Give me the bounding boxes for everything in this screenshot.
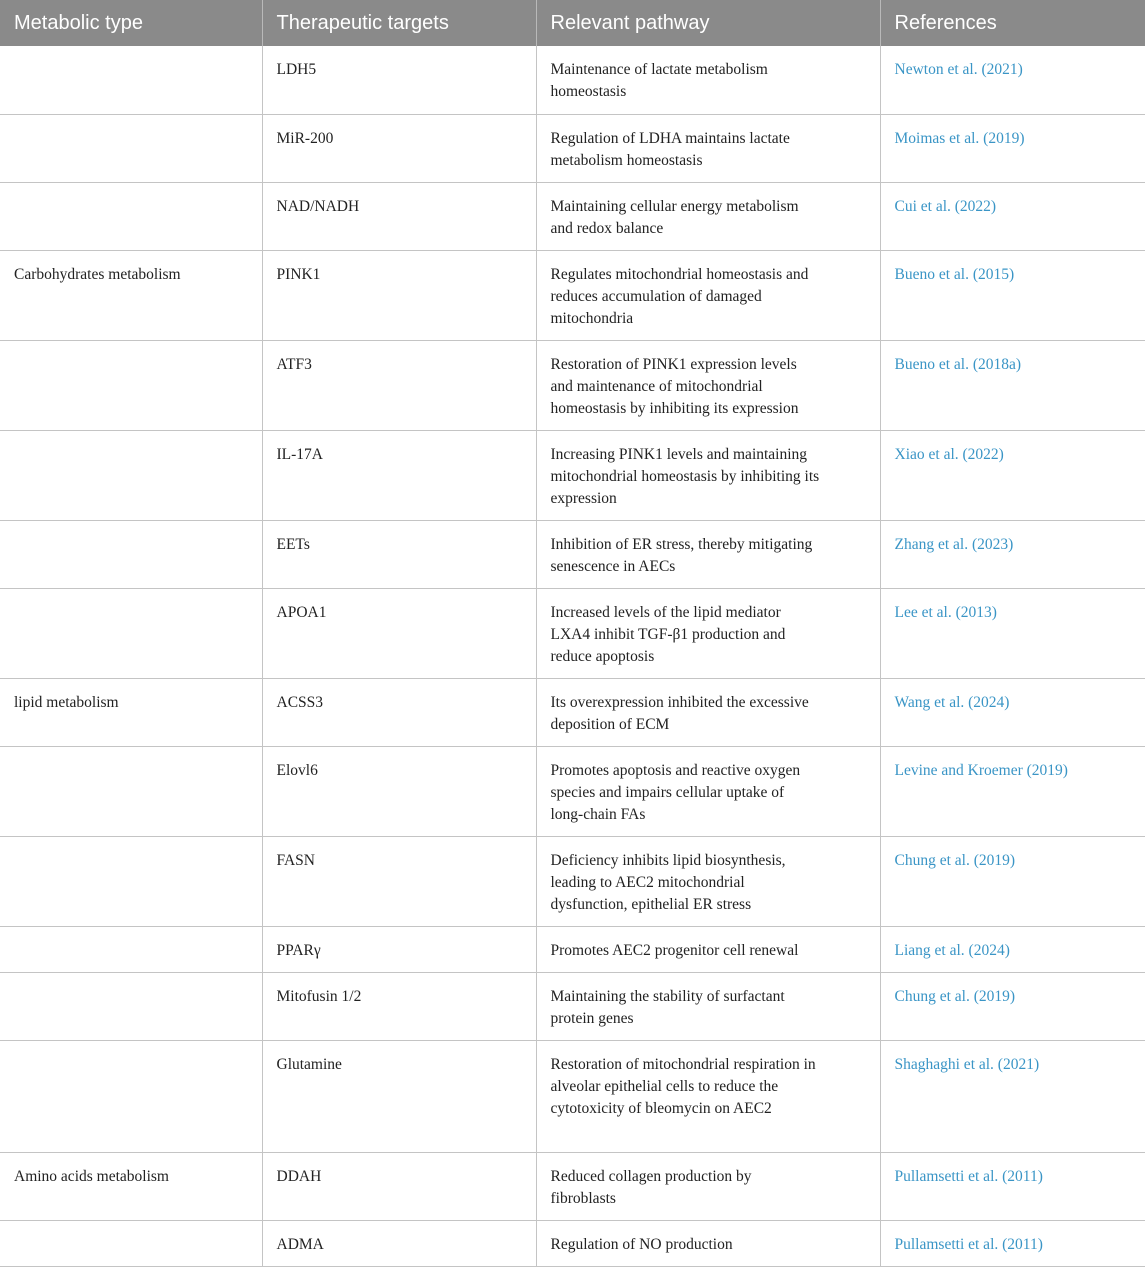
table-row bbox=[0, 926, 1145, 972]
metabolic-type-cell bbox=[0, 430, 262, 520]
reference-link[interactable]: Xiao et al. (2022) bbox=[880, 430, 1145, 520]
table-row bbox=[0, 836, 1145, 926]
metabolic-type-cell: Amino acids metabolism bbox=[0, 1152, 262, 1220]
reference-link[interactable]: Moimas et al. (2019) bbox=[880, 114, 1145, 182]
table-row bbox=[0, 1040, 1145, 1152]
target-cell: DDAH bbox=[262, 1152, 536, 1220]
pathway-cell: Increased levels of the lipid mediator LXA4 inhibit TGF-β1 production and reduce apoptosis bbox=[536, 588, 880, 678]
pathway-cell: Restoration of PINK1 expression levels and maintenance of mitochondrial homeostasis by inhibiting its expression bbox=[536, 340, 880, 430]
reference-link[interactable]: Cui et al. (2022) bbox=[880, 182, 1145, 250]
metabolic-type-cell bbox=[0, 340, 262, 430]
target-cell: Mitofusin 1/2 bbox=[262, 972, 536, 1040]
pathway-cell: Regulation of NO production bbox=[536, 1220, 880, 1266]
pathway-cell: Promotes apoptosis and reactive oxygen species and impairs cellular uptake of long-chain FAs bbox=[536, 746, 880, 836]
table-header bbox=[0, 0, 1145, 46]
metabolic-type-cell: Carbohydrates metabolism bbox=[0, 250, 262, 340]
pathway-cell: Maintaining cellular energy metabolism and redox balance bbox=[536, 182, 880, 250]
table-row bbox=[0, 182, 1145, 250]
target-cell: ADMA bbox=[262, 1220, 536, 1266]
pathway-cell: Reduced collagen production by fibroblasts bbox=[536, 1152, 880, 1220]
target-cell: ATF3 bbox=[262, 340, 536, 430]
target-cell: APOA1 bbox=[262, 588, 536, 678]
pathway-cell: Restoration of mitochondrial respiration in alveolar epithelial cells to reduce the cytotoxicity of bleomycin on AEC2 bbox=[536, 1040, 880, 1152]
reference-link[interactable]: Pullamsetti et al. (2011) bbox=[880, 1152, 1145, 1220]
metabolic-type-cell bbox=[0, 746, 262, 836]
table-row bbox=[0, 520, 1145, 588]
reference-link[interactable]: Bueno et al. (2018a) bbox=[880, 340, 1145, 430]
table-row bbox=[0, 678, 1145, 746]
reference-link[interactable]: Lee et al. (2013) bbox=[880, 588, 1145, 678]
metabolic-type-cell bbox=[0, 182, 262, 250]
target-cell: Glutamine bbox=[262, 1040, 536, 1152]
reference-link[interactable]: Newton et al. (2021) bbox=[880, 46, 1145, 114]
table-row bbox=[0, 588, 1145, 678]
header-relevant-pathway: Relevant pathway bbox=[536, 0, 880, 46]
reference-link[interactable]: Bueno et al. (2015) bbox=[880, 250, 1145, 340]
table-row bbox=[0, 114, 1145, 182]
target-cell: EETs bbox=[262, 520, 536, 588]
table-row bbox=[0, 1152, 1145, 1220]
target-cell: ACSS3 bbox=[262, 678, 536, 746]
target-cell: FASN bbox=[262, 836, 536, 926]
target-cell: MiR-200 bbox=[262, 114, 536, 182]
metabolic-type-cell bbox=[0, 520, 262, 588]
target-cell: IL-17A bbox=[262, 430, 536, 520]
pathway-cell: Maintenance of lactate metabolism homeostasis bbox=[536, 46, 880, 114]
pathway-cell: Increasing PINK1 levels and maintaining mitochondrial homeostasis by inhibiting its expression bbox=[536, 430, 880, 520]
table-row bbox=[0, 250, 1145, 340]
reference-link[interactable]: Zhang et al. (2023) bbox=[880, 520, 1145, 588]
table-body bbox=[0, 46, 1145, 1266]
target-cell: PINK1 bbox=[262, 250, 536, 340]
target-cell: NAD/NADH bbox=[262, 182, 536, 250]
target-cell: LDH5 bbox=[262, 46, 536, 114]
target-cell: Elovl6 bbox=[262, 746, 536, 836]
pathway-cell: Its overexpression inhibited the excessive deposition of ECM bbox=[536, 678, 880, 746]
pathway-cell: Regulates mitochondrial homeostasis and reduces accumulation of damaged mitochondria bbox=[536, 250, 880, 340]
reference-link[interactable]: Liang et al. (2024) bbox=[880, 926, 1145, 972]
pathway-cell: Maintaining the stability of surfactant protein genes bbox=[536, 972, 880, 1040]
metabolic-type-cell bbox=[0, 46, 262, 114]
metabolic-type-cell bbox=[0, 588, 262, 678]
table-row bbox=[0, 430, 1145, 520]
table-row bbox=[0, 340, 1145, 430]
metabolic-type-cell bbox=[0, 114, 262, 182]
pathway-cell: Promotes AEC2 progenitor cell renewal bbox=[536, 926, 880, 972]
table-row bbox=[0, 746, 1145, 836]
reference-link[interactable]: Chung et al. (2019) bbox=[880, 836, 1145, 926]
metabolic-type-cell bbox=[0, 1040, 262, 1152]
header-metabolic-type: Metabolic type bbox=[0, 0, 262, 46]
header-therapeutic-targets: Therapeutic targets bbox=[262, 0, 536, 46]
reference-link[interactable]: Chung et al. (2019) bbox=[880, 972, 1145, 1040]
metabolic-type-cell bbox=[0, 836, 262, 926]
table-row bbox=[0, 46, 1145, 114]
reference-link[interactable]: Levine and Kroemer (2019) bbox=[880, 746, 1145, 836]
reference-link[interactable]: Shaghaghi et al. (2021) bbox=[880, 1040, 1145, 1152]
target-cell: PPARγ bbox=[262, 926, 536, 972]
metabolic-type-cell: lipid metabolism bbox=[0, 678, 262, 746]
reference-link[interactable]: Wang et al. (2024) bbox=[880, 678, 1145, 746]
reference-link[interactable]: Pullamsetti et al. (2011) bbox=[880, 1220, 1145, 1266]
metabolic-type-cell bbox=[0, 1220, 262, 1266]
metabolic-type-cell bbox=[0, 972, 262, 1040]
header-row bbox=[0, 0, 1145, 46]
metabolic-type-cell bbox=[0, 926, 262, 972]
header-references: References bbox=[880, 0, 1145, 46]
pathway-cell: Regulation of LDHA maintains lactate metabolism homeostasis bbox=[536, 114, 880, 182]
pathway-cell: Inhibition of ER stress, thereby mitigating senescence in AECs bbox=[536, 520, 880, 588]
table-row bbox=[0, 1220, 1145, 1266]
pathway-cell: Deficiency inhibits lipid biosynthesis, leading to AEC2 mitochondrial dysfunction, epithelial ER stress bbox=[536, 836, 880, 926]
table-row bbox=[0, 972, 1145, 1040]
